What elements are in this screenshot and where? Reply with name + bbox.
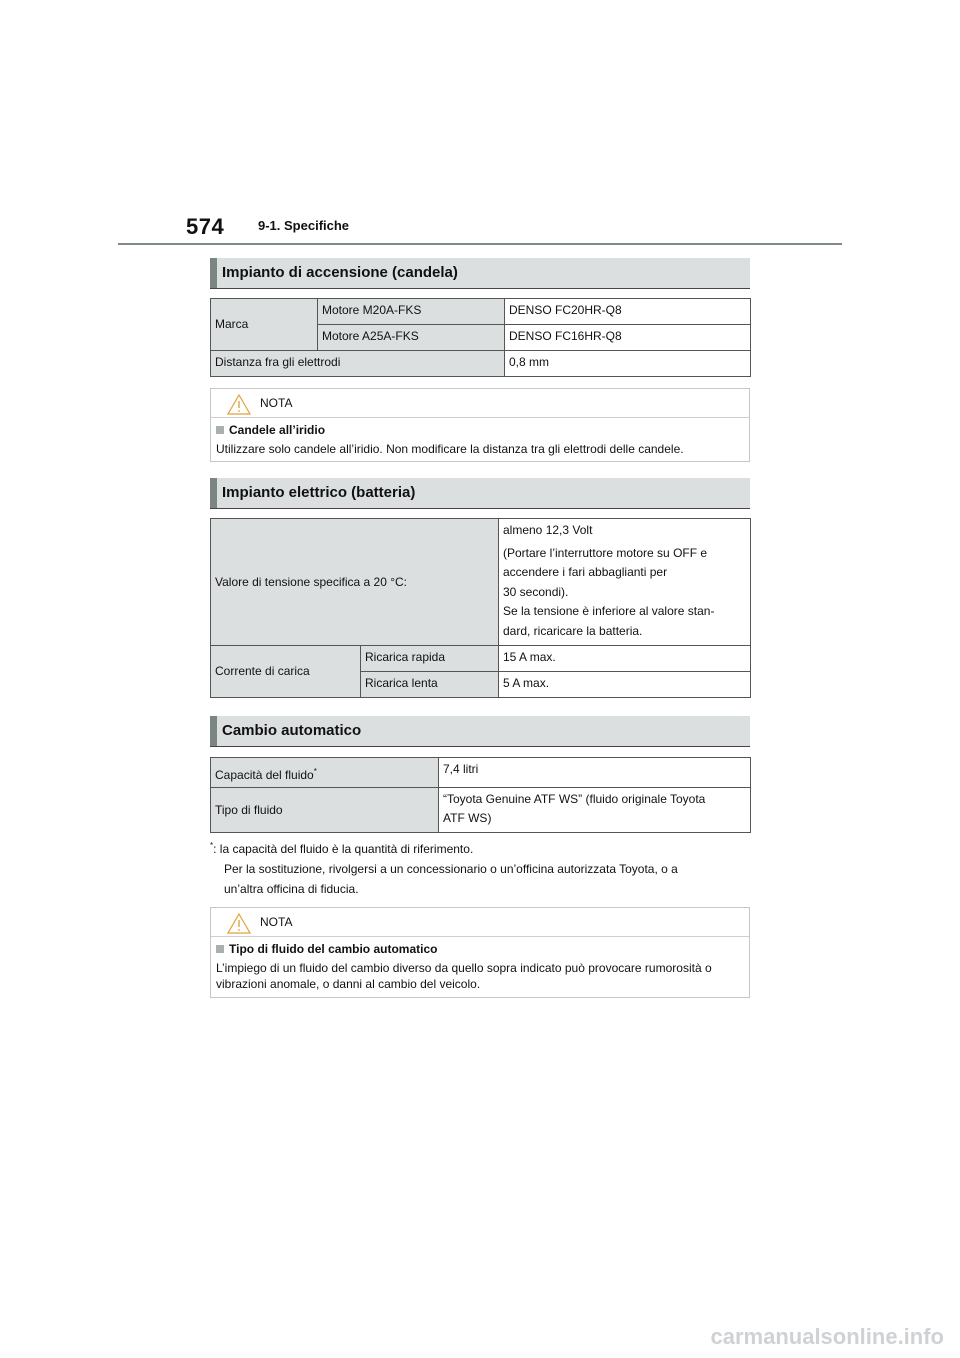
note-label: NOTA xyxy=(260,396,293,410)
footnote-mark: * xyxy=(313,767,317,776)
footnote-line: un’altra officina di fiducia. xyxy=(224,882,359,896)
cell-plug-2: DENSO FC16HR-Q8 xyxy=(505,325,751,351)
type-line: “Toyota Genuine ATF WS” (fluido originale Toyota xyxy=(443,792,706,806)
battery-table xyxy=(210,518,751,698)
note-box-iridium xyxy=(210,388,750,462)
capacity-label-text: Capacità del fluido xyxy=(215,768,314,782)
note-label: NOTA xyxy=(260,915,293,929)
section-ignition-header xyxy=(210,258,750,289)
ignition-table xyxy=(210,298,751,377)
cell-plug-1: DENSO FC20HR-Q8 xyxy=(505,299,751,325)
note-text: L’impiego di un fluido del cambio diverso da quello sopra indicato può provocare rumorosità o vibrazioni anomale, o danni al cambio del veicolo. xyxy=(216,961,712,991)
transmission-table xyxy=(210,757,751,833)
cell-gap-value: 0,8 mm xyxy=(505,351,751,377)
cell-slow-value: 5 A max. xyxy=(499,672,751,698)
bullet-square-icon xyxy=(216,426,224,434)
cell-engine-2: Motore A25A-FKS xyxy=(318,325,505,351)
cell-current-label: Corrente di carica xyxy=(211,646,361,698)
cell-gap-label: Distanza fra gli elettrodi xyxy=(211,351,505,377)
voltage-line: 30 secondi). xyxy=(503,584,569,599)
section-bar xyxy=(210,478,217,508)
cell-capacity-value: 7,4 litri xyxy=(439,758,751,788)
note-subtitle: Tipo di fluido del cambio automatico xyxy=(229,942,438,956)
header-rule xyxy=(118,243,842,245)
voltage-line: accendere i fari abbaglianti per xyxy=(503,565,668,579)
voltage-line: (Portare l’interruttore motore su OFF e xyxy=(503,545,708,560)
note-box-fluid xyxy=(210,907,750,998)
cell-capacity-label xyxy=(211,758,439,788)
note-text: Utilizzare solo candele all’iridio. Non modificare la distanza tra gli elettrodi delle candele. xyxy=(216,442,684,456)
warning-icon xyxy=(227,913,251,934)
note-subtitle: Candele all’iridio xyxy=(229,423,326,437)
note-header xyxy=(211,908,749,937)
section-title: Impianto di accensione (candela) xyxy=(222,264,458,281)
footnote-mark: * xyxy=(210,841,214,850)
warning-icon xyxy=(227,394,251,415)
cell-type-value xyxy=(439,788,751,833)
voltage-line: almeno 12,3 Volt xyxy=(503,523,593,537)
cell-voltage-value xyxy=(499,519,751,646)
cell-fast-label: Ricarica rapida xyxy=(361,646,499,672)
cell-engine-1: Motore M20A-FKS xyxy=(318,299,505,325)
section-bar xyxy=(210,258,217,288)
section-transmission-header xyxy=(210,716,750,747)
voltage-line: dard, ricaricare la batteria. xyxy=(503,623,643,638)
footnote-line: Per la sostituzione, rivolgersi a un concessionario o un’officina autorizzata Toyota, o a xyxy=(224,862,678,876)
footnote-line: : la capacità del fluido è la quantità di riferimento. xyxy=(213,842,474,856)
watermark: carmanualsonline.info xyxy=(710,1324,944,1349)
section-title: Cambio automatico xyxy=(222,722,362,739)
cell-marca: Marca xyxy=(211,299,318,351)
type-line: ATF WS) xyxy=(443,811,492,825)
page-number: 574 xyxy=(186,214,225,239)
cell-voltage-label: Valore di tensione specifica a 20 °C: xyxy=(211,519,499,646)
section-electric-header xyxy=(210,478,750,509)
cell-type-label: Tipo di fluido xyxy=(211,788,439,833)
cell-slow-label: Ricarica lenta xyxy=(361,672,499,698)
chapter-title: 9-1. Specifiche xyxy=(258,218,350,233)
note-header xyxy=(211,389,749,418)
footnote xyxy=(210,836,750,899)
section-title: Impianto elettrico (batteria) xyxy=(222,484,416,501)
voltage-line: Se la tensione è inferiore al valore stan- xyxy=(503,604,715,618)
bullet-square-icon xyxy=(216,945,224,953)
cell-fast-value: 15 A max. xyxy=(499,646,751,672)
section-bar xyxy=(210,716,217,746)
